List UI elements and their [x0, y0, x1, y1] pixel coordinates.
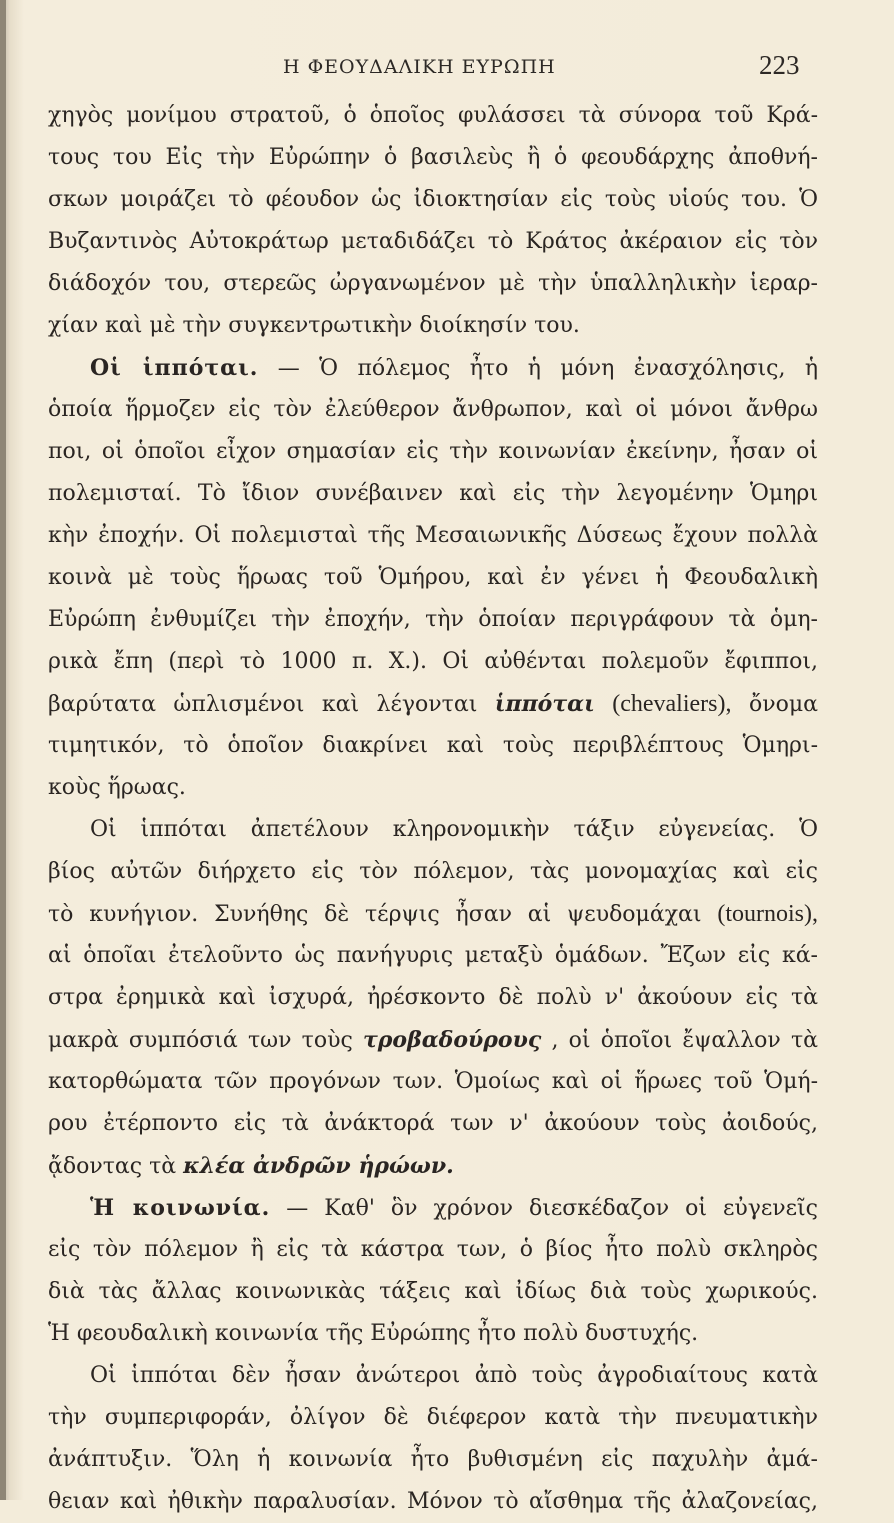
text-segment: χίαν καὶ μὲ τὴν συγκεντρωτικὴν διοίκησίν του. — [48, 313, 580, 338]
text-line — [48, 1103, 818, 1145]
text-line — [48, 1355, 818, 1397]
latin-term: (chevaliers), — [612, 691, 732, 717]
text-line — [48, 935, 818, 977]
text-line — [48, 809, 818, 851]
text-segment: Οἱ ἱππόται δὲν ἦσαν ἀνώτεροι ἀπὸ τοὺς ἀγροδιαίτους κατὰ — [90, 1363, 818, 1388]
text-line — [48, 1313, 818, 1355]
text-segment: τὸ κυνήγιον. Συνήθης δὲ τέρψις ἦσαν αἱ ψευδομάχαι — [48, 902, 702, 927]
text-line — [48, 347, 818, 389]
text-line — [48, 1397, 818, 1439]
text-line — [48, 221, 818, 263]
text-segment: κοὺς ἥρωας. — [48, 775, 186, 800]
text-segment: ὄνομα — [749, 692, 819, 717]
emphasis-text: τροβαδούρους — [363, 1027, 542, 1053]
text-segment: διάδοχόν του, στερεῶς ὠργανωμένον μὲ τὴν ὑπαλληλικὴν ἱεραρ- — [48, 271, 818, 296]
emphasis-text: κλέα ἀνδρῶν ἡρώων. — [183, 1153, 454, 1179]
text-segment: Εὐρώπη ἐνθυμίζει τὴν ἐποχήν, τὴν ὁποίαν περιγράφουν τὰ ὁμη- — [48, 607, 818, 632]
text-line — [48, 1187, 818, 1229]
text-segment: κὴν ἐποχήν. Οἱ πολεμισταὶ τῆς Μεσαιωνικῆς Δύσεως ἔχουν πολλὰ — [48, 523, 818, 548]
text-segment: τιμητικόν, τὸ ὁποῖον διακρίνει καὶ τοὺς περιβλέπτους Ὁμηρι- — [48, 733, 818, 758]
text-segment: σκων μοιράζει τὸ φέουδον ὡς ἰδιοκτησίαν εἰς τοὺς υἱούς του. Ὁ — [48, 187, 818, 212]
text-segment: Βυζαντινὸς Αὐτοκράτωρ μεταδιδάζει τὸ Κράτος ἀκέραιον εἰς τὸν — [48, 229, 818, 254]
text-line — [48, 1481, 818, 1523]
text-line — [48, 515, 818, 557]
text-line — [48, 851, 818, 893]
text-segment: χηγὸς μονίμου στρατοῦ, ὁ ὁποῖος φυλάσσει τὰ σύνορα τοῦ Κρά- — [48, 103, 818, 128]
running-title: Η ΦΕΟΥΔΑΛΙΚΗ ΕΥΡΩΠΗ — [283, 56, 556, 78]
text-line — [48, 431, 818, 473]
text-segment: αἱ ὁποῖαι ἐτελοῦντο ὡς πανήγυρις μεταξὺ ὁμάδων. Ἔζων εἰς κά- — [48, 943, 818, 968]
text-line — [48, 683, 818, 725]
text-segment: ρου ἐτέρποντο εἰς τὰ ἀνάκτορά των ν' ἀκούουν τοὺς ἀοιδούς, — [48, 1111, 818, 1136]
text-segment: τους του Εἰς τὴν Εὐρώπην ὁ βασιλεὺς ἢ ὁ φεουδάρχης ἀποθνή- — [48, 145, 818, 170]
text-line — [48, 767, 818, 809]
text-segment: ᾄδοντας τὰ — [48, 1154, 177, 1179]
text-segment: Οἱ ἱππόται ἀπετέλουν κληρονομικὴν τάξιν εὐγενείας. Ὁ — [90, 817, 818, 842]
text-segment: μακρὰ συμπόσιά των τοὺς — [48, 1028, 353, 1053]
text-line — [48, 599, 818, 641]
text-line — [48, 1145, 818, 1187]
text-line — [48, 305, 818, 347]
text-line — [48, 473, 818, 515]
text-segment: στρα ἐρημικὰ καὶ ἰσχυρά, ἠρέσκοντο δὲ πολὺ ν' ἀκούουν εἰς τὰ — [48, 985, 818, 1010]
text-segment: βαρύτατα ὡπλισμένοι καὶ λέγονται — [48, 692, 478, 717]
text-line — [48, 1019, 818, 1061]
emphasis-text: ἱππόται — [494, 691, 595, 717]
text-segment: θειαν καὶ ἠθικὴν παραλυσίαν. Μόνον τὸ αἴσθημα τῆς ἀλαζονείας, — [48, 1489, 818, 1514]
text-segment: ὁποία ἥρμοζεν εἰς τὸν ἐλεύθερον ἄνθρωπον, καὶ οἱ μόνοι ἄνθρω — [48, 397, 818, 422]
text-line — [48, 1271, 818, 1313]
section-heading: Οἱ ἱππόται. — [90, 355, 259, 381]
section-heading: Ἡ κοινωνία. — [90, 1195, 271, 1221]
text-line — [48, 137, 818, 179]
page-spine-edge — [0, 0, 6, 1500]
text-segment: πολεμισταί. Τὸ ἴδιον συνέβαινεν καὶ εἰς τὴν λεγομένην Ὁμηρι — [48, 481, 818, 506]
page-number: 223 — [759, 50, 800, 80]
text-segment: — Καθ' ὃν χρόνον διεσκέδαζον οἱ εὐγενεῖς — [286, 1196, 818, 1221]
text-segment: Ἡ φεουδαλικὴ κοινωνία τῆς Εὐρώπης ἦτο πολὺ δυστυχής. — [48, 1321, 699, 1346]
text-line — [48, 263, 818, 305]
text-line — [48, 389, 818, 431]
text-segment: ἀνάπτυξιν. Ὅλη ἡ κοινωνία ἦτο βυθισμένη εἰς παχυλὴν ἀμά- — [48, 1447, 818, 1472]
text-segment: — Ὁ πόλεμος ἦτο ἡ μόνη ἐνασχόλησις, ἡ — [277, 356, 818, 381]
text-segment: εἰς τὸν πόλεμον ἢ εἰς τὰ κάστρα των, ὁ βίος ἦτο πολὺ σκληρὸς — [48, 1237, 818, 1262]
latin-term: (tournois), — [717, 901, 818, 927]
text-line — [48, 893, 818, 935]
text-line — [48, 557, 818, 599]
text-line — [48, 179, 818, 221]
text-line — [48, 725, 818, 767]
text-line — [48, 1061, 818, 1103]
page-header — [0, 50, 894, 90]
text-segment: τὴν συμπεριφοράν, ὀλίγον δὲ διέφερον κατὰ τὴν πνευματικὴν — [48, 1405, 818, 1430]
text-line — [48, 1439, 818, 1481]
text-line — [48, 1229, 818, 1271]
text-segment: κατορθώματα τῶν προγόνων των. Ὁμοίως καὶ οἱ ἥρωες τοῦ Ὁμή- — [48, 1069, 818, 1094]
text-segment: ποι, οἱ ὁποῖοι εἶχον σημασίαν εἰς τὴν κοινωνίαν ἐκείνην, ἦσαν οἱ — [48, 439, 818, 464]
text-segment: ρικὰ ἔπη (περὶ τὸ 1000 π. Χ.). Οἱ αὐθένται πολεμοῦν ἔφιπποι, — [48, 649, 818, 674]
text-segment: , οἱ ὁποῖοι ἔψαλλον τὰ — [551, 1028, 818, 1053]
text-segment: βίος αὐτῶν διήρχετο εἰς τὸν πόλεμον, τὰς μονομαχίας καὶ εἰς — [48, 859, 818, 884]
body-text — [48, 95, 818, 1523]
text-segment: διὰ τὰς ἄλλας κοινωνικὰς τάξεις καὶ ἰδίως διὰ τοὺς χωρικούς. — [48, 1279, 818, 1304]
text-line — [48, 977, 818, 1019]
text-line — [48, 641, 818, 683]
text-line — [48, 95, 818, 137]
text-segment: κοινὰ μὲ τοὺς ἥρωας τοῦ Ὁμήρου, καὶ ἐν γένει ἡ Φεουδαλικὴ — [48, 565, 818, 590]
